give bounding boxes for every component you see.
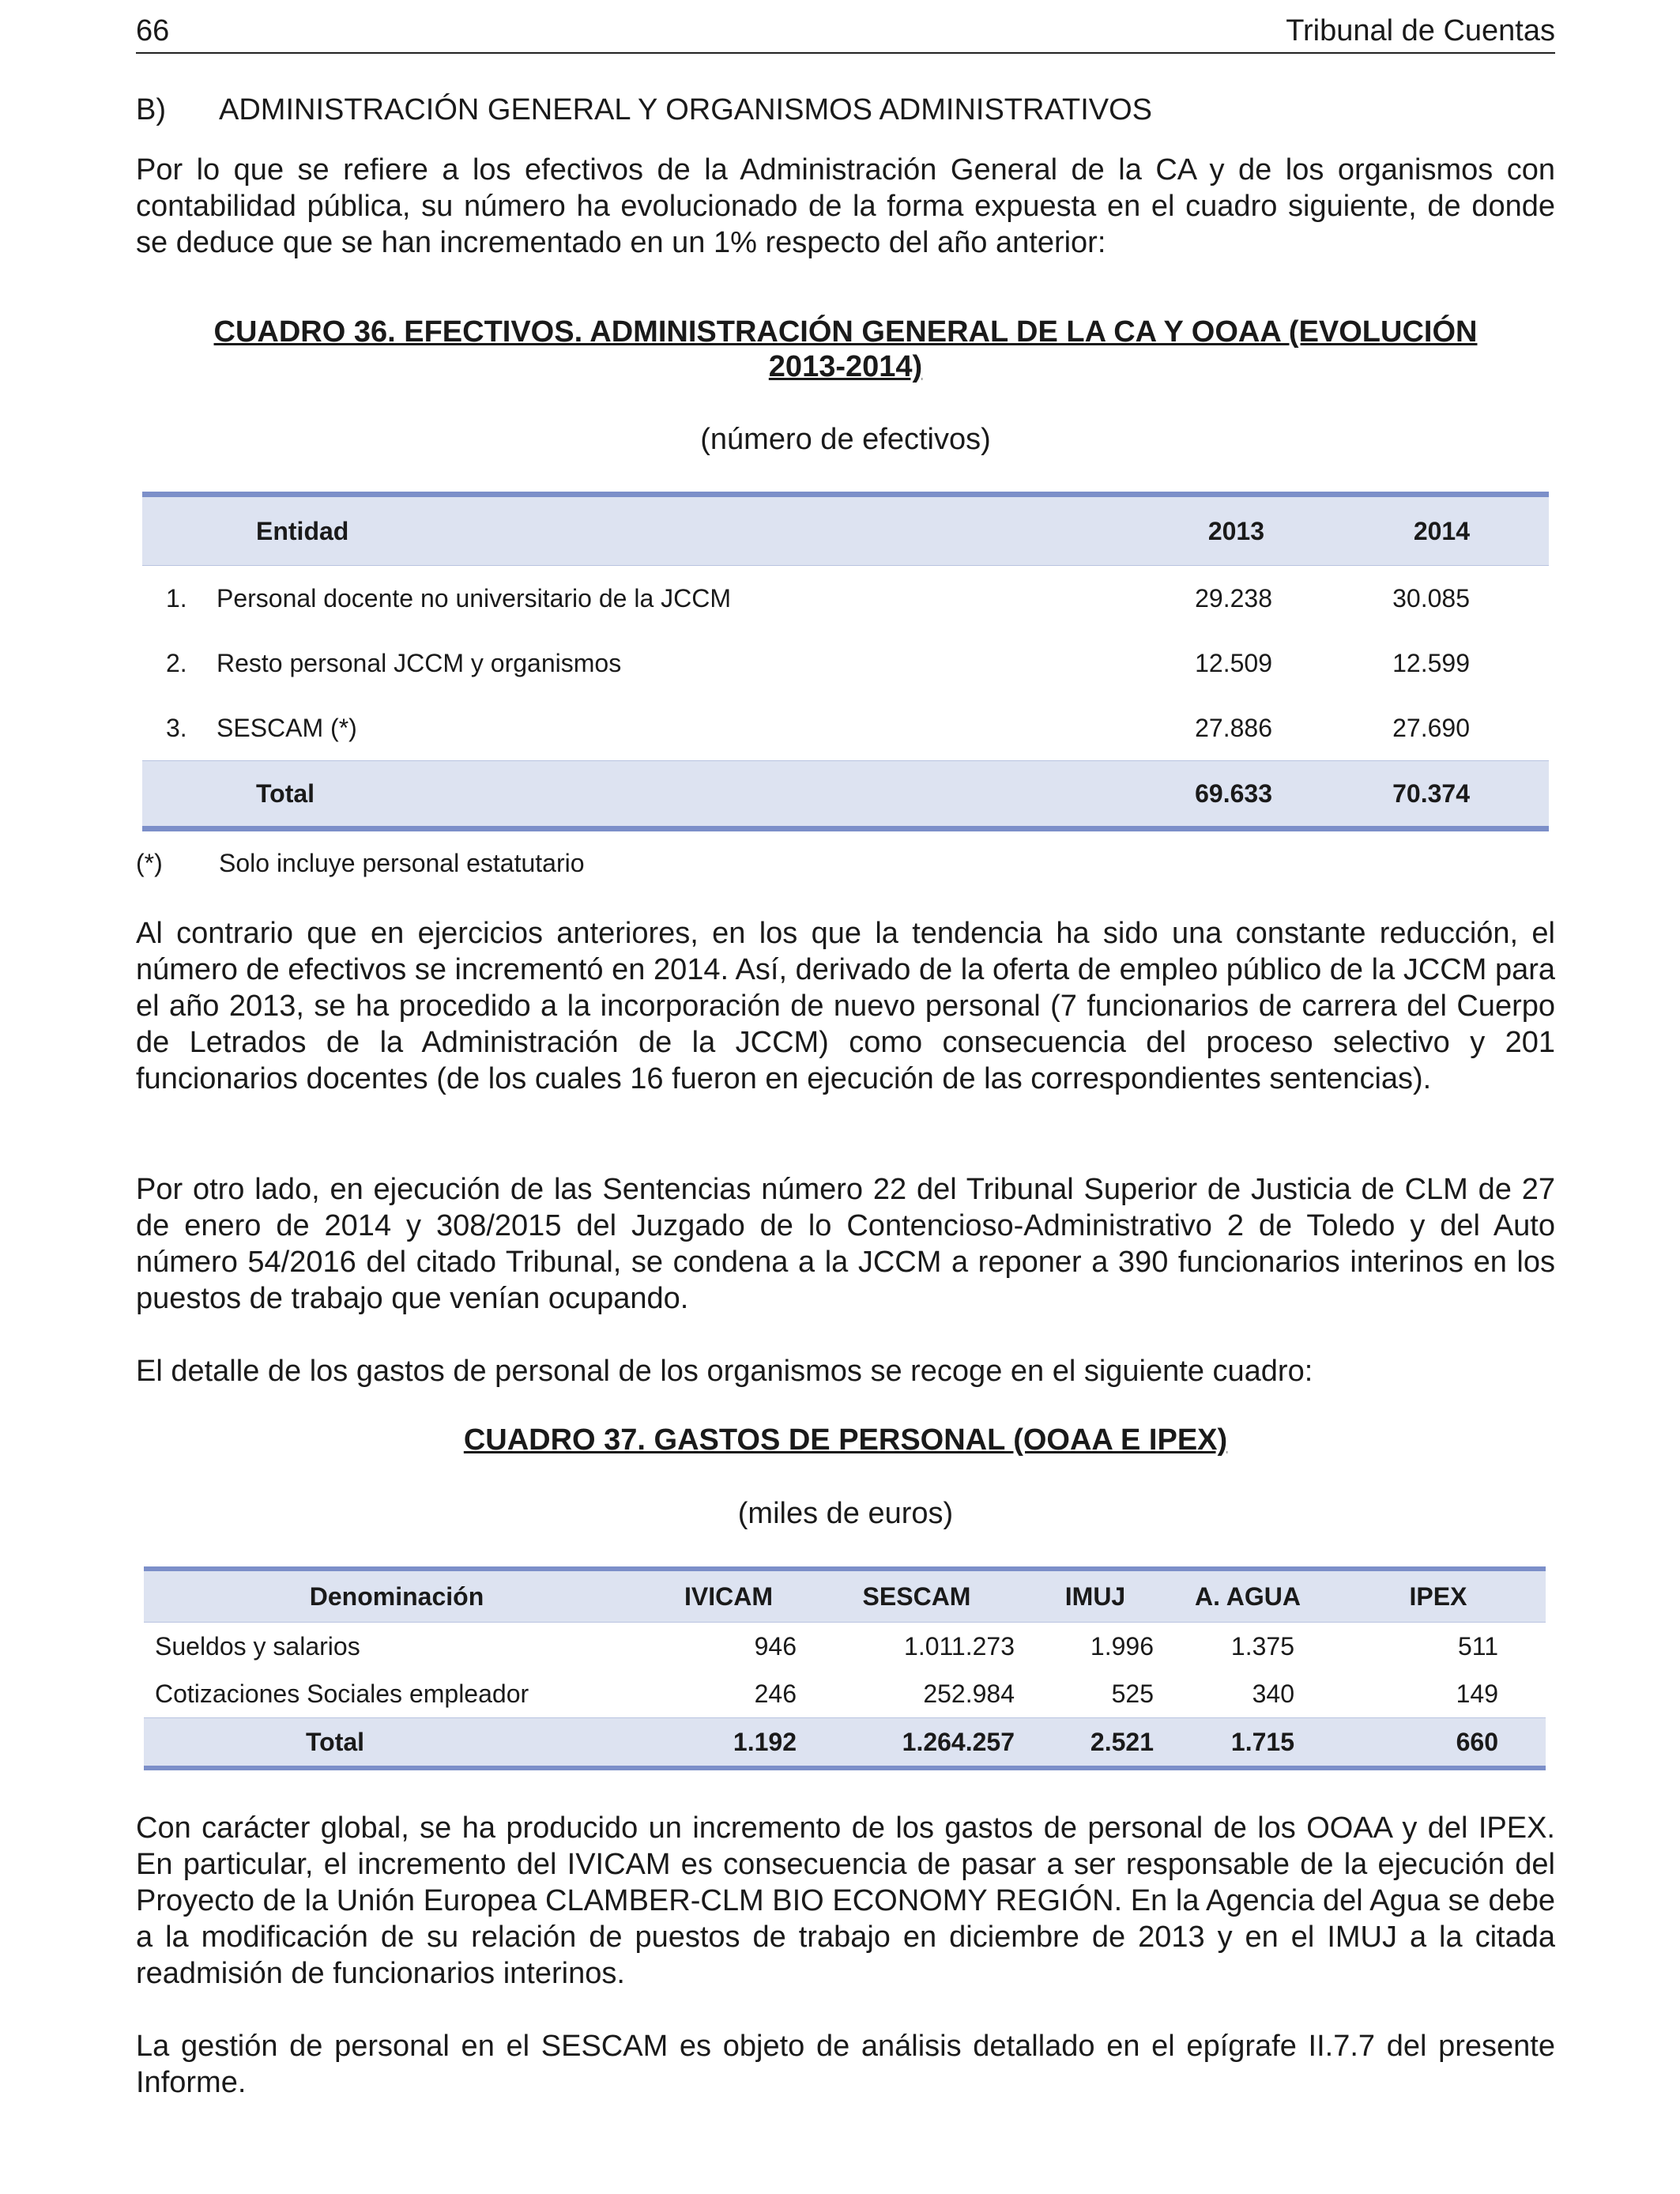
paragraph-3: Por otro lado, en ejecución de las Sentencias número 22 del Tribunal Superior de Justicia de CLM de 27 de enero de 2014 y 308/2015 del Juzgado de lo Contencioso-Administrativo 2 de Toledo y del Auto número 54/2016 del citado Tribunal, se condena a la JCCM a reponer a 390 funcionarios interinos en los puestos de trabajo que venían ocupando. xyxy=(136,1173,1555,1315)
section-heading xyxy=(136,93,1152,127)
value-2014: 30.085 xyxy=(1392,583,1470,613)
total-ivicam: 1.192 xyxy=(733,1727,797,1756)
value-ivicam: 946 xyxy=(754,1631,797,1661)
row-label: Resto personal JCCM y organismos xyxy=(217,648,622,677)
paragraph-5: Con carácter global, se ha producido un incremento de los gastos de personal de los OOAA y del IPEX. En particular, el incremento del IVICAM es consecuencia de pasar a ser responsable de la ejecución del Proyecto de la Unión Europea CLAMBER-CLM BIO ECONOMY REGIÓN. En la Agencia del Agua se debe a la modificación de su relación de puestos de trabajo en diciembre de 2013 y en el IMUJ a la citada readmisión de funcionarios interinos. xyxy=(136,1811,1555,1990)
footnote-mark: (*) xyxy=(136,849,163,877)
table-row xyxy=(144,1670,1546,1718)
value-agua: 1.375 xyxy=(1230,1631,1294,1661)
row-label: Sueldos y salarios xyxy=(155,1631,360,1661)
col-header-2014: 2014 xyxy=(1413,516,1470,545)
table-header-row xyxy=(142,495,1549,566)
cuadro-37-table xyxy=(144,1566,1546,1770)
value-2013: 27.886 xyxy=(1195,713,1272,742)
cuadro-37-title xyxy=(136,1423,1555,1457)
total-row xyxy=(144,1718,1546,1769)
cuadro-36-title-line2: 2013-2014) xyxy=(768,350,923,383)
row-label: Personal docente no universitario de la JCCM xyxy=(217,583,731,613)
col-header-ivicam: IVICAM xyxy=(684,1581,773,1611)
col-header-agua: A. AGUA xyxy=(1195,1581,1301,1611)
cuadro-37-title-text: CUADRO 37. GASTOS DE PERSONAL (OOAA E IPEX) xyxy=(463,1423,1228,1457)
total-row xyxy=(142,761,1549,829)
value-ipex: 149 xyxy=(1456,1679,1498,1708)
value-ipex: 511 xyxy=(1457,1631,1498,1661)
total-2014: 70.374 xyxy=(1392,778,1470,808)
cuadro-36-title-line1: CUADRO 36. EFECTIVOS. ADMINISTRACIÓN GENERAL DE LA CA Y OOAA (EVOLUCIÓN xyxy=(213,315,1478,349)
value-2014: 12.599 xyxy=(1392,648,1470,677)
col-header-2013: 2013 xyxy=(1207,516,1264,545)
footnote-text: Solo incluye personal estatutario xyxy=(219,849,585,877)
value-sescam: 1.011.273 xyxy=(904,1631,1015,1661)
value-2013: 12.509 xyxy=(1195,648,1272,677)
table-row xyxy=(144,1623,1546,1671)
page-header xyxy=(136,13,1555,54)
col-header-sescam: SESCAM xyxy=(862,1581,971,1611)
table-row xyxy=(142,631,1549,696)
row-label: SESCAM (*) xyxy=(217,713,357,742)
value-sescam: 252.984 xyxy=(923,1679,1015,1708)
col-header-ipex: IPEX xyxy=(1409,1581,1467,1611)
value-imuj: 1.996 xyxy=(1090,1631,1154,1661)
table-header-row xyxy=(144,1569,1546,1623)
section-title: ADMINISTRACIÓN GENERAL Y ORGANISMOS ADMINISTRATIVOS xyxy=(219,93,1153,126)
col-header-entidad: Entidad xyxy=(256,516,349,545)
row-number: 1. xyxy=(166,583,187,613)
table-row xyxy=(142,696,1549,761)
paragraph-4: El detalle de los gastos de personal de los organismos se recoge en el siguiente cuadro: xyxy=(136,1355,1313,1388)
page-number: 66 xyxy=(136,14,170,47)
total-label: Total xyxy=(306,1727,365,1756)
paragraph-6: La gestión de personal en el SESCAM es objeto de análisis detallado en el epígrafe II.7.7 del presente Informe. xyxy=(136,2030,1555,2099)
value-2013: 29.238 xyxy=(1195,583,1272,613)
value-imuj: 525 xyxy=(1111,1679,1154,1708)
value-agua: 340 xyxy=(1252,1679,1294,1708)
value-ivicam: 246 xyxy=(754,1679,797,1708)
paragraph-1: Por lo que se refiere a los efectivos de la Administración General de la CA y de los organismos con contabilidad pública, su número ha evolucionado de la forma expuesta en el cuadro siguiente, de donde se deduce que se han incrementado en un 1% respecto del año anterior: xyxy=(136,153,1555,259)
section-letter: B) xyxy=(136,93,166,126)
paragraph-2: Al contrario que en ejercicios anteriores, en los que la tendencia ha sido una constante reducción, el número de efectivos se incrementó en 2014. Así, derivado de la oferta de empleo público de la JCCM para el año 2013, se ha procedido a la incorporación de nuevo personal (7 funcionarios de carrera del Cuerpo de Letrados de la Administración de la JCCM) como consecuencia del proceso selectivo y 201 funcionarios docentes (de los cuales 16 fueron en ejecución de las correspondientes sentencias). xyxy=(136,917,1555,1095)
total-label: Total xyxy=(256,778,315,808)
total-2013: 69.633 xyxy=(1195,778,1272,808)
header-organization: Tribunal de Cuentas xyxy=(1286,14,1555,47)
row-label: Cotizaciones Sociales empleador xyxy=(155,1679,529,1708)
cuadro-36-table xyxy=(142,492,1549,831)
total-imuj: 2.521 xyxy=(1090,1727,1154,1756)
row-number: 2. xyxy=(166,648,187,677)
total-agua: 1.715 xyxy=(1230,1727,1294,1756)
col-header-imuj: IMUJ xyxy=(1064,1581,1126,1611)
table-row xyxy=(142,566,1549,631)
total-sescam: 1.264.257 xyxy=(902,1727,1015,1756)
cuadro-36-title xyxy=(136,315,1555,384)
table-footnote xyxy=(136,849,585,878)
total-ipex: 660 xyxy=(1456,1727,1498,1756)
row-number: 3. xyxy=(166,713,187,742)
col-header-denominacion: Denominación xyxy=(309,1581,484,1611)
cuadro-37-unit: (miles de euros) xyxy=(737,1497,954,1530)
cuadro-36-unit: (número de efectivos) xyxy=(700,423,991,456)
value-2014: 27.690 xyxy=(1392,713,1470,742)
